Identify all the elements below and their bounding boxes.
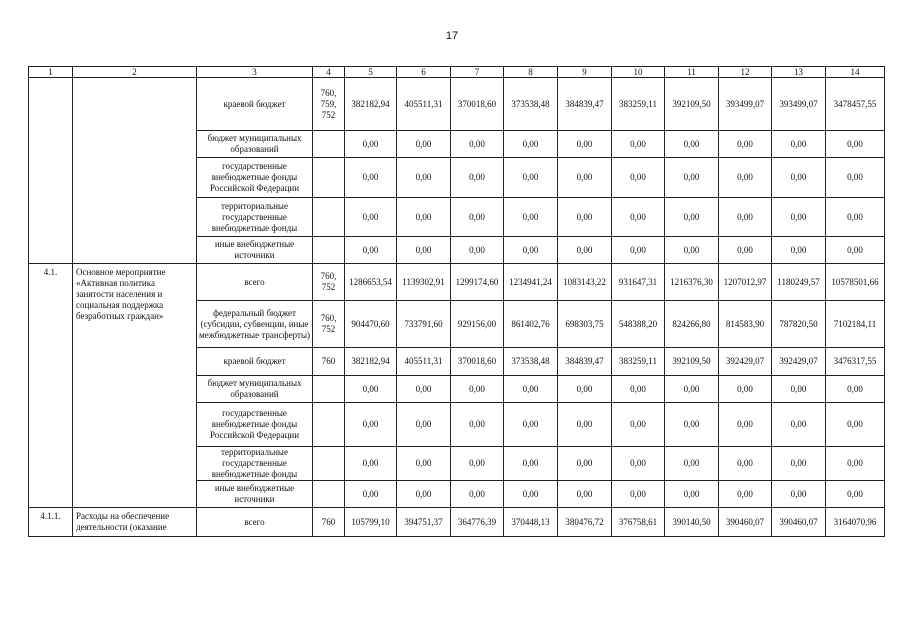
value-cell: 0,00 [558, 447, 612, 481]
value-cell: 383259,11 [612, 348, 665, 376]
value-cell: 373538,48 [504, 78, 558, 131]
value-cell: 3164070,96 [826, 508, 885, 537]
value-cell: 393499,07 [772, 78, 826, 131]
value-cell: 0,00 [612, 481, 665, 508]
value-cell: 0,00 [397, 198, 451, 237]
header-cell: 10 [612, 67, 665, 78]
value-cell: 0,00 [612, 237, 665, 264]
header-cell: 7 [451, 67, 504, 78]
value-cell: 904470,60 [345, 301, 397, 348]
value-cell: 0,00 [397, 376, 451, 403]
code-cell [313, 403, 345, 447]
code-cell [313, 237, 345, 264]
value-cell: 0,00 [345, 237, 397, 264]
funding-source-cell: всего [197, 508, 313, 537]
value-cell: 405511,31 [397, 348, 451, 376]
value-cell: 0,00 [397, 237, 451, 264]
value-cell: 7102184,11 [826, 301, 885, 348]
value-cell: 0,00 [504, 376, 558, 403]
value-cell: 373538,48 [504, 348, 558, 376]
value-cell: 3478457,55 [826, 78, 885, 131]
funding-source-cell: бюджет муниципальных образований [197, 376, 313, 403]
value-cell: 1139302,91 [397, 264, 451, 301]
value-cell: 0,00 [451, 158, 504, 198]
value-cell: 1216376,30 [665, 264, 719, 301]
value-cell: 3476317,55 [826, 348, 885, 376]
value-cell: 0,00 [826, 403, 885, 447]
value-cell: 370018,60 [451, 78, 504, 131]
value-cell: 0,00 [772, 481, 826, 508]
value-cell: 824266,80 [665, 301, 719, 348]
code-cell: 760, 752 [313, 301, 345, 348]
value-cell: 787820,50 [772, 301, 826, 348]
value-cell: 0,00 [772, 158, 826, 198]
code-cell [313, 198, 345, 237]
value-cell: 0,00 [612, 447, 665, 481]
table-row [29, 264, 885, 301]
value-cell: 0,00 [504, 447, 558, 481]
value-cell: 0,00 [345, 376, 397, 403]
value-cell: 0,00 [504, 481, 558, 508]
value-cell: 384839,47 [558, 348, 612, 376]
value-cell: 392109,50 [665, 78, 719, 131]
header-cell: 12 [719, 67, 772, 78]
value-cell: 383259,11 [612, 78, 665, 131]
code-cell: 760 [313, 348, 345, 376]
value-cell: 0,00 [504, 237, 558, 264]
value-cell: 0,00 [451, 131, 504, 158]
funding-source-cell: всего [197, 264, 313, 301]
value-cell: 0,00 [826, 447, 885, 481]
value-cell: 0,00 [345, 481, 397, 508]
value-cell: 0,00 [451, 481, 504, 508]
value-cell: 0,00 [719, 481, 772, 508]
value-cell: 0,00 [665, 131, 719, 158]
event-name-cell [73, 78, 197, 264]
funding-source-cell: краевой бюджет [197, 78, 313, 131]
value-cell: 0,00 [451, 198, 504, 237]
value-cell: 931647,31 [612, 264, 665, 301]
value-cell: 0,00 [451, 237, 504, 264]
event-number-cell: 4.1. [29, 264, 73, 508]
value-cell: 698303,75 [558, 301, 612, 348]
value-cell: 0,00 [665, 198, 719, 237]
value-cell: 392429,07 [772, 348, 826, 376]
value-cell: 380476,72 [558, 508, 612, 537]
value-cell: 10578501,66 [826, 264, 885, 301]
funding-source-cell: государственные внебюджетные фонды Российской Федерации [197, 403, 313, 447]
value-cell: 0,00 [345, 158, 397, 198]
value-cell: 0,00 [772, 403, 826, 447]
value-cell: 370018,60 [451, 348, 504, 376]
event-name-cell: Основное мероприятие «Активная политика занятости населения и социальная поддержка безработных граждан» [73, 264, 197, 508]
value-cell: 0,00 [504, 131, 558, 158]
value-cell: 0,00 [665, 158, 719, 198]
funding-source-cell: иные внебюджетные источники [197, 481, 313, 508]
value-cell: 0,00 [719, 198, 772, 237]
value-cell: 370448,13 [504, 508, 558, 537]
value-cell: 0,00 [612, 376, 665, 403]
value-cell: 105799,10 [345, 508, 397, 537]
event-number-cell: 4.1.1. [29, 508, 73, 537]
header-cell: 2 [73, 67, 197, 78]
header-cell: 9 [558, 67, 612, 78]
header-row [29, 67, 885, 78]
header-cell: 8 [504, 67, 558, 78]
code-cell [313, 158, 345, 198]
value-cell: 0,00 [397, 158, 451, 198]
code-cell: 760, 752 [313, 264, 345, 301]
value-cell: 0,00 [612, 403, 665, 447]
value-cell: 0,00 [719, 447, 772, 481]
header-cell: 4 [313, 67, 345, 78]
value-cell: 0,00 [772, 376, 826, 403]
value-cell: 0,00 [397, 447, 451, 481]
value-cell: 1234941,24 [504, 264, 558, 301]
funding-source-cell: федеральный бюджет (субсидии, субвенции, иные межбюджетные трансферты) [197, 301, 313, 348]
value-cell: 1207012,97 [719, 264, 772, 301]
value-cell: 390140,50 [665, 508, 719, 537]
code-cell [313, 131, 345, 158]
value-cell: 0,00 [665, 481, 719, 508]
value-cell: 733791,60 [397, 301, 451, 348]
value-cell: 0,00 [397, 131, 451, 158]
budget-table [28, 66, 885, 537]
value-cell: 0,00 [826, 237, 885, 264]
value-cell: 376758,61 [612, 508, 665, 537]
value-cell: 0,00 [397, 481, 451, 508]
header-cell: 6 [397, 67, 451, 78]
value-cell: 0,00 [345, 198, 397, 237]
code-cell [313, 481, 345, 508]
page-number: 17 [445, 30, 459, 42]
value-cell: 1180249,57 [772, 264, 826, 301]
value-cell: 0,00 [719, 158, 772, 198]
value-cell: 0,00 [719, 237, 772, 264]
value-cell: 0,00 [558, 403, 612, 447]
value-cell: 0,00 [451, 447, 504, 481]
value-cell: 0,00 [504, 198, 558, 237]
funding-source-cell: бюджет муниципальных образований [197, 131, 313, 158]
value-cell: 0,00 [451, 376, 504, 403]
funding-source-cell: краевой бюджет [197, 348, 313, 376]
value-cell: 0,00 [665, 376, 719, 403]
value-cell: 0,00 [558, 481, 612, 508]
value-cell: 392109,50 [665, 348, 719, 376]
value-cell: 0,00 [504, 158, 558, 198]
header-cell: 3 [197, 67, 313, 78]
value-cell: 0,00 [451, 403, 504, 447]
value-cell: 0,00 [772, 198, 826, 237]
value-cell: 0,00 [772, 131, 826, 158]
value-cell: 0,00 [826, 131, 885, 158]
funding-source-cell: территориальные государственные внебюджетные фонды [197, 198, 313, 237]
value-cell: 0,00 [558, 158, 612, 198]
value-cell: 1286653,54 [345, 264, 397, 301]
header-cell: 1 [29, 67, 73, 78]
header-cell: 11 [665, 67, 719, 78]
funding-source-cell: территориальные государственные внебюджетные фонды [197, 447, 313, 481]
value-cell: 0,00 [665, 403, 719, 447]
code-cell: 760 [313, 508, 345, 537]
event-number-cell [29, 78, 73, 264]
value-cell: 364776,39 [451, 508, 504, 537]
value-cell: 1083143,22 [558, 264, 612, 301]
header-cell: 14 [826, 67, 885, 78]
value-cell: 0,00 [772, 447, 826, 481]
value-cell: 390460,07 [772, 508, 826, 537]
value-cell: 0,00 [397, 403, 451, 447]
value-cell: 0,00 [826, 198, 885, 237]
value-cell: 0,00 [826, 481, 885, 508]
value-cell: 0,00 [826, 376, 885, 403]
value-cell: 0,00 [345, 131, 397, 158]
value-cell: 382182,94 [345, 348, 397, 376]
header-cell: 13 [772, 67, 826, 78]
value-cell: 0,00 [719, 376, 772, 403]
value-cell: 861402,76 [504, 301, 558, 348]
value-cell: 0,00 [772, 237, 826, 264]
funding-source-cell: иные внебюджетные источники [197, 237, 313, 264]
value-cell: 405511,31 [397, 78, 451, 131]
value-cell: 0,00 [826, 158, 885, 198]
value-cell: 0,00 [612, 198, 665, 237]
value-cell: 0,00 [558, 131, 612, 158]
value-cell: 390460,07 [719, 508, 772, 537]
value-cell: 0,00 [719, 403, 772, 447]
value-cell: 1299174,60 [451, 264, 504, 301]
table-row [29, 508, 885, 537]
code-cell [313, 447, 345, 481]
value-cell: 0,00 [612, 158, 665, 198]
value-cell: 0,00 [719, 131, 772, 158]
header-cell: 5 [345, 67, 397, 78]
value-cell: 0,00 [558, 198, 612, 237]
event-name-cell: Расходы на обеспечение деятельности (оказание [73, 508, 197, 537]
value-cell: 392429,07 [719, 348, 772, 376]
value-cell: 0,00 [612, 131, 665, 158]
value-cell: 0,00 [558, 237, 612, 264]
value-cell: 382182,94 [345, 78, 397, 131]
value-cell: 393499,07 [719, 78, 772, 131]
value-cell: 814583,90 [719, 301, 772, 348]
value-cell: 0,00 [345, 447, 397, 481]
value-cell: 0,00 [345, 403, 397, 447]
value-cell: 0,00 [665, 447, 719, 481]
value-cell: 384839,47 [558, 78, 612, 131]
code-cell [313, 376, 345, 403]
table-row [29, 78, 885, 131]
value-cell: 0,00 [558, 376, 612, 403]
funding-source-cell: государственные внебюджетные фонды Российской Федерации [197, 158, 313, 198]
value-cell: 548388,20 [612, 301, 665, 348]
value-cell: 0,00 [665, 237, 719, 264]
code-cell: 760, 759, 752 [313, 78, 345, 131]
value-cell: 394751,37 [397, 508, 451, 537]
value-cell: 929156,00 [451, 301, 504, 348]
value-cell: 0,00 [504, 403, 558, 447]
